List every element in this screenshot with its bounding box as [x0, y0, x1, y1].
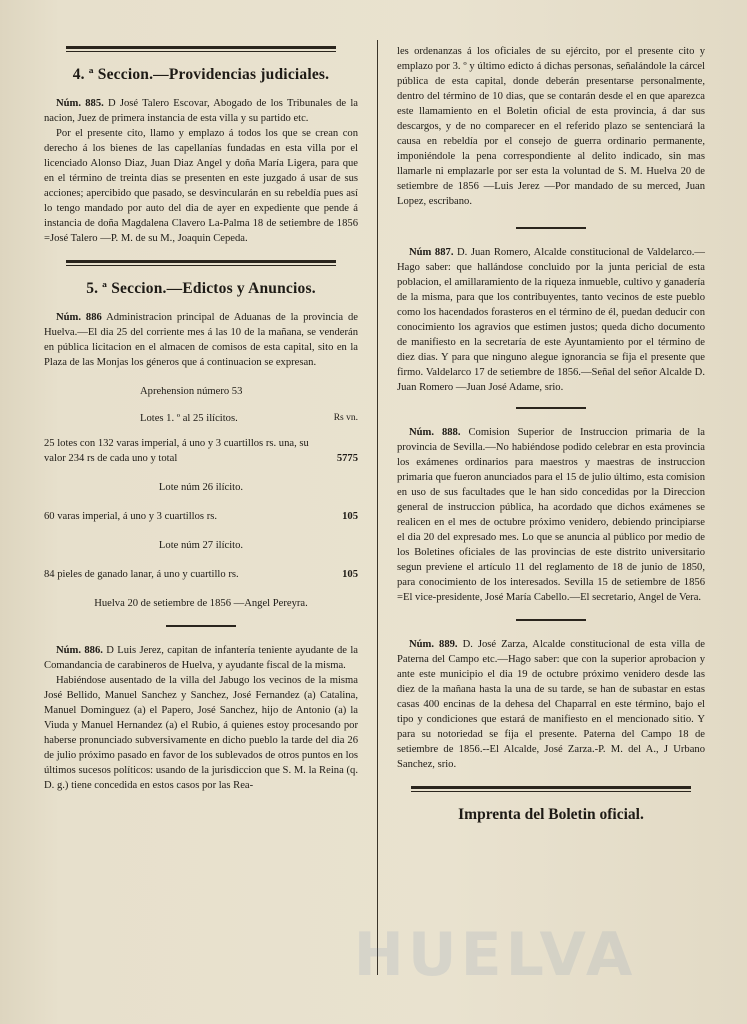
section-rule: [66, 46, 336, 52]
notice-separator: [516, 619, 586, 621]
notice-888-number: Núm. 888.: [409, 427, 461, 438]
notice-886: [44, 310, 358, 370]
notice-886b-body: Habiéndose ausentado de la villa del Jabugo los vecinos de la misma José Bellido, Manuel Sanchez y Sanchez, José Fernandez (a) Catalina, Manuel Dominguez (a) el Papero, José Sanchez, hijo de Antonio (a) la Viuda y Manuel Hernandez (a) el Rubio, á quienes estoy procesando por haberse pronunciado subversivamente en dicho pueblo la tarde del dia 26 de julio próximo pasado en favor de los sublevados de otros puntos en los últimos sucesos políticos: usando de la jurisdiccion que S. M. la Reina (q. D. g.) tiene concedida en estos casos por las Rea-: [44, 675, 358, 791]
notice-887: [397, 245, 705, 395]
section-rule: [66, 260, 336, 266]
right-column: [397, 44, 705, 824]
lote-27-amount: 105: [342, 569, 358, 580]
notice-887-number: Núm 887.: [409, 247, 454, 258]
imprenta-rule: [411, 786, 691, 792]
imprenta-footer: Imprenta del Boletin oficial.: [458, 806, 644, 823]
lote-27-heading: Lote núm 27 ilícito.: [158, 540, 244, 551]
column-divider: [377, 40, 378, 975]
notice-886-number: Núm. 886: [56, 312, 102, 323]
lotes-description: 25 lotes con 132 varas imperial, á uno y 3 cuartillos rs. una, su valor 234 rs de cada uno y total: [44, 438, 309, 464]
notice-separator: [166, 625, 236, 627]
section-5-title: 5. ª Seccion.—Edictos y Anuncios.: [86, 280, 316, 297]
notice-separator: [516, 407, 586, 409]
lotes-1-25: Lotes 1. º al 25 ilícitos.: [140, 413, 238, 424]
lote-26-heading: Lote núm 26 ilícito.: [158, 482, 244, 493]
aprehension-line: Aprehension número 53: [140, 386, 243, 397]
lote-27-description: 84 pieles de ganado lanar, á uno y cuartillo rs.: [44, 569, 239, 580]
left-column: [44, 40, 358, 793]
watermark-text: HUELVA: [353, 920, 637, 990]
lote-27-row: [44, 567, 358, 582]
notice-885: [44, 96, 358, 126]
lote-26-row: [44, 509, 358, 524]
notice-separator: [516, 227, 586, 229]
rs-vn-label: Rs vn.: [333, 413, 358, 423]
notice-888: [397, 425, 705, 605]
notice-886b-continuation: les ordenanzas á los oficiales de su ejército, por el presente cito y emplazo por 3. º y último edicto á dichas personas, señalándole la cárcel pública de esta capital, donde deberán presentarse personalmente, dentro del término de 10 dias, que se contarán desde el en que aparezca este llamamiento en el Boletin oficial de esta provincia, á dar sus descargos, y de no comparecer en el referido plazo se sentenciará la causa en rebeldía por el consejo de guerra ordinario permanente, imponiéndole la pena correspondiente al delito indicado, sin mas llamarle ni emplazarle por ser esta la voluntad de S. M. Huelva 20 de setiembre de 1856 —Luis Jerez —Por mandado de su merced, Juan Lopez, escribano.: [397, 46, 705, 207]
notice-885-heading: D José Talero Escovar, Abogado de los Tribunales de la nacion, Juez de primera instancia de esta villa y su partido etc.: [44, 98, 358, 124]
notice-886-body: Administracion principal de Aduanas de la provincia de Huelva.—El dia 25 del corriente mes á las 10 de la mañana, se venderán en pública licitacion en el almacen de comisos de esta capital, sito en la Plaza de las Monjas los géneros que á continuacion se expresan.: [44, 312, 358, 368]
lotes-amount: 5775: [336, 453, 358, 464]
notice-889-number: Núm. 889.: [409, 639, 458, 650]
lote-26-description: 60 varas imperial, á uno y 3 cuartillos rs.: [44, 511, 217, 522]
lotes-header-row: [44, 411, 358, 426]
notice-886b-heading: D Luis Jerez, capitan de infantería teniente ayudante de la Comandancia de carabineros de Huelva, y ayudante fiscal de la misma.: [44, 645, 359, 671]
notice-889-body: D. José Zarza, Alcalde constitucional de esta villa de Paterna del Campo etc.—Hago saber: que con la superior aprobacion y ante este municipio el dia 19 de octubre próximo venidero desde las diez de la mañana hasta la una de su tarde, se han de subastar en estas casas 400 encinas de la dehesa del Chaparral en este término, bajo el tipo y condiciones que estará de manifiesto en el mencionado sitio. Y para su notoriedad se fija el presente. Paterna del Campo 18 de setiembre de 1856.--El Alcalde, José Zarza.-P. M. del A., J Urbano Sanchez, srio.: [397, 639, 705, 770]
lotes-row: [44, 436, 358, 466]
notice-886-signature: Huelva 20 de setiembre de 1856 —Angel Pereyra.: [94, 598, 308, 609]
section-4-title: 4. ª Seccion.—Providencias judiciales.: [72, 66, 330, 83]
notice-887-body: D. Juan Romero, Alcalde constitucional de Valdelarco.—Hago saber: que hallándose concluido por la junta pericial de esta poblacion, el amillaramiento de la riqueza inmueble, cultivo y ganadería de la misma, para que los contribuyentes, tanto vecinos de este pueblo como los hacendados forasteros en el término de él, puedan deducir con conocimiento los agravios que estimen justos; queda dicho documento de manifiesto en la secretaría de este Ayuntamiento por el término de diez dias. Y para que ninguno alegue ignorancia se fija el presente que firmo. Valdelarco 17 de setiembre de 1856.—Señal del señor Alcalde D. Juan Romero —Juan José Adame, srio.: [397, 247, 705, 393]
notice-888-body: Comision Superior de Instruccion primaria de la provincia de Sevilla.—No habiéndose podido celebrar en esta provincia los exámenes ordinarios para maestros y maestras de instruccion primaria que fueron anunciados para el 15 de julio último, esta comision en uso de sus facultades que le han sido concedidas por la Direccion general de instruccion pública, ha acordado que dichos exámenes se realicen en el mes de octubre próximo venidero, debiendo principiarse el dia 20 del expresado mes. Lo que se anuncia al público por medio de los Boletines oficiales de las provincias de este distrito universitario segun previene el artículo 11 del reglamento de 18 de junio de 1850, para conocimiento de los interesados. Sevilla 15 de setiembre de 1856 =El vice-presidente, José María Cabello.—El secretario, Angel de Vera.: [397, 427, 705, 603]
notice-886b-number: Núm. 886.: [56, 645, 103, 656]
notice-886b: [44, 643, 358, 673]
notice-885-body: Por el presente cito, llamo y emplazo á todos los que se crean con derecho á los bienes de las capellanías fundadas en esta villa por el licenciado Alonso Diaz, Juan Diaz Angel y doña María Ligera, para que en el término de treinta dias se presenten en este juzgado á usar de sus acciones; apercibido que pasado, se desvincularán en su rebeldía pues así lo tengo mandado por auto del dia de ayer en expediente que pende á instancia de doña Magdalena Clavero La-Palma 18 de setiembre de 1856 =José Talero —P. M. de su M., Joaquin Cepeda.: [44, 128, 358, 244]
notice-885-number: Núm. 885.: [56, 98, 104, 109]
lote-26-amount: 105: [342, 511, 358, 522]
notice-889: [397, 637, 705, 772]
